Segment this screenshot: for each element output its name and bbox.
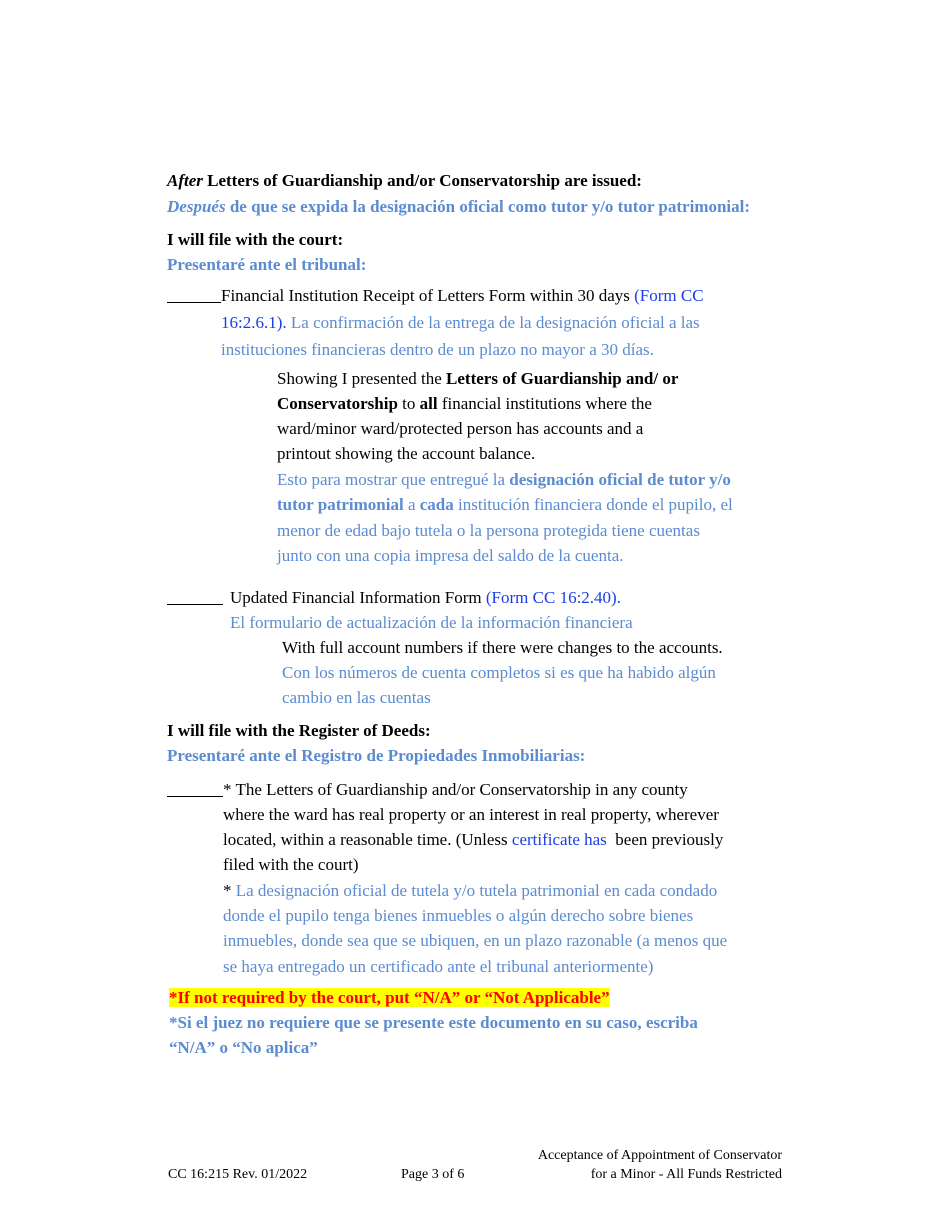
item1-note-en-b2: Conservatorship	[277, 394, 398, 413]
deeds-heading-en: I will file with the Register of Deeds:	[167, 721, 431, 740]
item3-en-line3a: located, within a reasonable time. (Unless	[223, 830, 512, 849]
item2-text-en: Updated Financial Information Form	[230, 588, 486, 607]
after-rest-es: de que se expida la designación oficial como tutor y/o tutor patrimonial:	[225, 197, 751, 216]
item3-es-text1: La designación oficial de tutela y/o tutela patrimonial en cada condado	[235, 881, 718, 900]
item1-text-es-a: La confirmación de la entrega de la designación oficial a las	[286, 313, 700, 332]
after-heading-en	[167, 168, 642, 194]
item2-note-en: With full account numbers if there were changes to the accounts.	[282, 638, 723, 657]
item1-note-en-p2: to	[397, 394, 420, 413]
item1-note-en-line1	[277, 366, 678, 392]
item3-es-line2: donde el pupilo tenga bienes inmuebles o algún derecho sobre bienes	[223, 906, 694, 925]
item1-form-ref-b: 16:2.6.1).	[221, 313, 287, 332]
notice-en-wrapper	[169, 985, 610, 1011]
notice-en-highlight: *If not required by the court, put “N/A” or “Not Applicable”	[169, 988, 610, 1007]
item3-en-line3b: been previously	[606, 830, 724, 849]
item1-note-en-b3: all	[419, 394, 438, 413]
item2-form-ref: (Form CC 16:2.40).	[485, 588, 621, 607]
item1-note-en-line3: ward/minor ward/protected person has accounts and a	[277, 419, 644, 438]
after-italic-en: After	[167, 171, 203, 190]
item1-note-es-b3: cada	[419, 495, 454, 514]
item3-en-line1: * The Letters of Guardianship and/or Conservatorship in any county	[223, 780, 688, 799]
item1-note-en-p1: Showing I presented the	[277, 369, 447, 388]
footer-title-line2: for a Minor - All Funds Restricted	[590, 1167, 782, 1182]
item3-en-line4: filed with the court)	[223, 855, 359, 874]
item3-en-line2: where the ward has real property or an interest in real property, wherever	[223, 805, 719, 824]
item1-note-es-p2: a	[403, 495, 420, 514]
item1-line2	[221, 310, 700, 336]
item1-note-en-b1: Letters of Guardianship and/ or	[446, 369, 679, 388]
item1-note-es-p1: Esto para mostrar que entregué la	[277, 470, 510, 489]
item1-form-ref-a: (Form CC	[634, 286, 704, 305]
item1-text-es-b: instituciones financieras dentro de un plazo no mayor a 30 días.	[221, 340, 654, 359]
notice-es-line1: *Si el juez no requiere que se presente este documento en su caso, escriba	[169, 1013, 698, 1032]
item3-en-line3	[223, 827, 723, 853]
item3-es-line4: se haya entregado un certificado ante el tribunal anteriormente)	[223, 957, 654, 976]
item1-text-en: Financial Institution Receipt of Letters Form within 30 days	[221, 286, 635, 305]
item1-note-es-line2	[277, 492, 733, 518]
after-rest-en: Letters of Guardianship and/or Conservatorship are issued:	[202, 171, 642, 190]
item2-line1	[230, 585, 621, 611]
item1-note-es-line4: junto con una copia impresa del saldo de la cuenta.	[277, 546, 624, 565]
item1-note-en-p3: financial institutions where the	[437, 394, 652, 413]
item1-note-en-line2	[277, 391, 652, 417]
after-heading-es	[167, 194, 750, 220]
footer-form-id: CC 16:215 Rev. 01/2022	[168, 1167, 308, 1182]
item1-note-es-line3: menor de edad bajo tutela o la persona protegida tiene cuentas	[277, 521, 700, 540]
after-italic-es: Después	[167, 197, 226, 216]
notice-es-line2: “N/A” o “No aplica”	[169, 1038, 318, 1057]
court-heading-en: I will file with the court:	[167, 230, 344, 249]
item3-es-star: *	[223, 881, 236, 900]
item1-note-es-p3: institución financiera donde el pupilo, el	[453, 495, 733, 514]
item2-text-es: El formulario de actualización de la información financiera	[230, 613, 633, 632]
item1-note-en-line4: printout showing the account balance.	[277, 444, 536, 463]
item2-note-es-a: Con los números de cuenta completos si es que ha habido algún	[282, 663, 716, 682]
deeds-heading-es: Presentaré ante el Registro de Propiedades Inmobiliarias:	[167, 746, 586, 765]
item1-note-es-b1: designación oficial de tutor y/o	[509, 470, 731, 489]
court-heading-es: Presentaré ante el tribunal:	[167, 255, 367, 274]
item1-line1	[221, 283, 704, 309]
item2-note-es-b: cambio en las cuentas	[282, 688, 431, 707]
footer-page-number: Page 3 of 6	[401, 1167, 465, 1182]
item1-checkbox-blank[interactable]	[167, 284, 221, 303]
item3-certificate-link: certificate has	[511, 830, 607, 849]
item1-note-es-line1	[277, 467, 731, 493]
item2-checkbox-blank[interactable]	[167, 586, 223, 605]
item3-es-line3: inmuebles, donde sea que se ubiquen, en un plazo razonable (a menos que	[223, 931, 728, 950]
item3-checkbox-blank[interactable]	[167, 778, 223, 797]
item1-note-es-b2: tutor patrimonial	[277, 495, 404, 514]
item3-es-line1	[223, 878, 717, 904]
footer-title-line1: Acceptance of Appointment of Conservator	[537, 1148, 782, 1163]
